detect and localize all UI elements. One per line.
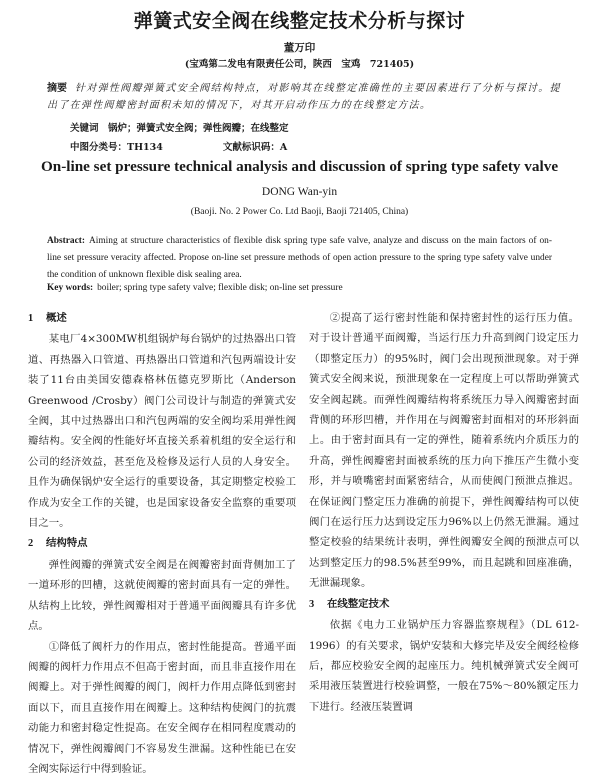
english-title: On-line set pressure technical analysis and discussion of spring type safety valve [0,158,599,176]
author-affiliation: (宝鸡第二发电有限责任公司，陕西 宝鸡 721405) [0,56,599,70]
english-author: DONG Wan-yin [0,186,599,198]
author-name: 董万印 [0,40,599,55]
section-title: 在线整定技术 [327,598,389,610]
section-number: 1 [28,309,46,329]
keywords-en-label: Key words: [47,283,93,293]
keywords-cn: 关键词 锅炉；弹簧式安全阀；弹性阀瓣；在线整定 [70,120,289,134]
section-number: 2 [28,534,46,554]
paragraph: 弹性阀瓣的弹簧式安全阀是在阀瓣密封面背侧加工了一道环形的凹槽，这就使阀瓣的密封面具有一定的弹性。从结构上比较，弹性阀瓣相对于普通平面阀瓣具有许多优点。 [28,555,296,637]
paper-title: 弹簧式安全阀在线整定技术分析与探讨 [0,6,599,33]
keywords-en [47,283,552,293]
abstract-en-label: Abstract: [47,236,85,246]
clc-number: 中图分类号：TH134 [70,142,163,153]
abstract-en-text: Aiming at structure characteristics of flexible disk spring type safe valve, analyze and discuss on the main factors of on-line set pressure veracity affected. Propose on-line set pressure methods of open action pressure to the spring type safety valve under the condition of unknown flexible disk sealing area. [47,236,552,280]
paragraph: ②提高了运行密封性能和保持密封性的运行压力值。对于设计普通平面阀瓣，当运行压力升高到阀门设定压力（即整定压力）的95%时，阀门会出现预泄现象。对于弹簧式安全阀来说，预泄现象在一定程度上可以帮助弹簧式安全阀起跳。而弹性阀瓣结构将系统压力导入阀瓣密封面背侧的环形凹槽，并作用在与阀瓣密封面相对的环形斜面上。由于密封面具有一定的弹性，随着系统内介质压力的升高，弹性阀瓣密封面被系统的压力向下推压产生微小变形，并与喷嘴密封面紧密结合，从而使阀门预泄点推迟。在保证阀门整定压力准确的前提下，弹性阀瓣结构可以使阀门在运行压力达到设定压力96%以上仍然无泄漏。通过整定校验的结果统计表明，弹性阀瓣安全阀的预泄点可以达到整定压力的98.5%甚至99%，而且起跳和回座准确，无泄漏现象。 [309,308,579,594]
keywords-en-text: boiler; spring type safety valve; flexible disk; on-line set pressure [97,283,343,293]
body-right-column [309,308,579,717]
document-code: 文献标识码：A [223,142,287,153]
paragraph: 依据《电力工业锅炉压力容器监察规程》（DL 612-1996）的有关要求，锅炉安装和大修完毕及安全阀经检修后，都应校验安全阀的起座压力。纯机械弹簧式安全阀可采用液压装置进行校验调整，一般在75%～80%额定压力下进行。经液压装置调 [309,615,579,717]
section-heading [309,594,579,615]
section-title: 概述 [46,312,67,324]
body-left-column [28,308,296,779]
abstract-cn-text: 针对弹性阀瓣弹簧式安全阀结构特点，对影响其在线整定准确性的主要因素进行了分析与探讨。提出了在弹性阀瓣密封面积未知的情况下，对其开启动作压力的在线整定方法。 [47,83,561,111]
abstract-cn-label: 摘要 [47,83,67,94]
section-title: 结构特点 [46,537,88,549]
abstract-cn [47,80,562,114]
abstract-en [47,233,552,284]
section-number: 3 [309,595,327,615]
english-affiliation: (Baoji. No. 2 Power Co. Ltd Baoji, Baoji 721405, China) [0,207,599,217]
paragraph: ①降低了阀杆力的作用点，密封性能提高。普通平面阀瓣的阀杆力作用点不但高于密封面，而且非直接作用在阀瓣上。对于弹性阀瓣的阀门，阀杆力作用点降低到密封面以下，而且直接作用在阀瓣上。这种结构使阀门的抗震动能力和密封稳定性提高。在安全阀存在相同程度震动的情况下，弹性阀瓣阀门不容易发生泄漏。这种性能已在安全阀实际运行中得到验证。 [28,637,296,779]
section-heading [28,533,296,554]
paragraph: 某电厂4×300MW机组锅炉每台锅炉的过热器出口管道、再热器入口管道、再热器出口管道和汽包两端设计安装了11台由美国安德森格林伍德克罗斯比（Anderson Greenwood /Crosby）阀门公司设计与制造的弹簧式安全阀，其中过热器出口和汽包两端的安全阀均采用弹性阀瓣结构。安全阀的性能好坏直接关系着机组的安全运行和公司的经济效益，甚至危及检修及运行人员的人身安全。且作为确保锅炉安全运行的重要设备，其定期整定校验工作成为安全工作的关键，也是国家设备安全监察的重要项目之一。 [28,329,296,533]
classification-line [70,139,293,153]
section-heading [28,308,296,329]
